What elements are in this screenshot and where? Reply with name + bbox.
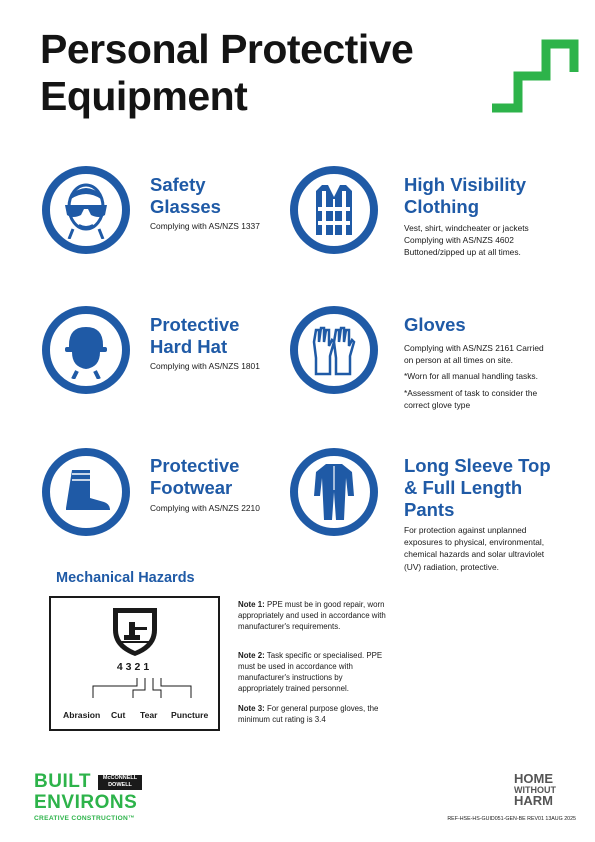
item-desc-line: Buttoned/zipped up at all times.	[404, 247, 521, 258]
brand-mcd-line: McCONNELL	[102, 775, 138, 781]
brand-logo-built: BUILT	[34, 771, 92, 792]
item-desc-line: exposures to physical, environmental,	[404, 537, 545, 548]
brand-mark-icon	[490, 30, 582, 122]
home-without-harm-logo	[514, 773, 574, 807]
item-title-line: Glasses	[150, 196, 221, 217]
brand-tagline: CREATIVE CONSTRUCTION™	[34, 815, 135, 822]
item-desc-line: Vest, shirt, windcheater or jackets	[404, 223, 529, 233]
note-text: For general purpose gloves, the minimum cut rating is 3.4	[238, 704, 379, 724]
item-title-line: Gloves	[404, 314, 466, 335]
page-title-line-2: Equipment	[40, 73, 248, 119]
coverall-icon	[290, 448, 378, 536]
item-title-line: Safety	[150, 174, 206, 195]
note-label: Note 2:	[238, 651, 265, 660]
item-desc-safety-glasses	[150, 220, 260, 232]
rating-connector-lines	[81, 676, 201, 706]
brand-mcd-line: DOWELL	[108, 782, 132, 788]
mechanical-hazards-diagram	[49, 596, 220, 731]
brand-logo-mcconnell-dowell	[98, 775, 142, 790]
item-desc-line: Complying with AS/NZS 2210	[150, 503, 260, 513]
item-desc-gloves	[404, 342, 544, 411]
item-desc-high-visibility	[404, 222, 529, 259]
item-desc-line: *Worn for all manual handling tasks.	[404, 371, 538, 382]
item-desc-line: Complying with AS/NZS 1337	[150, 221, 260, 231]
item-title-line: High Visibility	[404, 174, 526, 195]
document-reference: REF-HSE-HS-GUID051-GEN-BE REV01 13AUG 2025	[447, 816, 576, 822]
safety-glasses-icon	[42, 166, 130, 254]
item-title-line: & Full Length	[404, 477, 523, 498]
hard-hat-icon	[42, 306, 130, 394]
item-title-hard-hat	[150, 314, 239, 358]
item-title-line: Clothing	[404, 196, 480, 217]
item-title-line: Pants	[404, 499, 455, 520]
item-desc-line: chemical hazards and solar ultraviolet	[404, 549, 545, 560]
mechanical-hazards-title: Mechanical Hazards	[56, 570, 195, 586]
hwh-line: HARM	[514, 793, 553, 808]
note-1	[238, 599, 388, 632]
mechanical-rating: 4321	[116, 661, 153, 673]
gloves-icon	[290, 306, 378, 394]
item-title-line: Protective	[150, 314, 240, 335]
safety-boot-icon	[42, 448, 130, 536]
item-desc-footwear	[150, 502, 260, 514]
hi-vis-vest-icon	[290, 166, 378, 254]
note-3	[238, 703, 388, 725]
item-title-safety-glasses	[150, 174, 221, 218]
label-puncture: Puncture	[171, 710, 209, 720]
item-desc-line: correct glove type	[404, 399, 471, 410]
item-title-long-sleeve	[404, 455, 551, 521]
item-desc-hard-hat	[150, 360, 260, 372]
item-desc-line: For protection against unplanned	[404, 525, 527, 535]
note-text: Task specific or specialised. PPE must be used in accordance with manufacturer's instructions by appropriately trained personnel.	[238, 651, 383, 693]
shield-hammer-icon	[109, 606, 161, 658]
item-desc-line: Complying with AS/NZS 4602	[404, 235, 514, 246]
item-title-line: Footwear	[150, 477, 233, 498]
item-desc-line: Complying with AS/NZS 1801	[150, 361, 260, 371]
item-title-line: Protective	[150, 455, 240, 476]
note-2	[238, 650, 388, 694]
label-tear: Tear	[140, 710, 158, 720]
note-label: Note 3:	[238, 704, 265, 713]
label-abrasion: Abrasion	[63, 710, 101, 720]
item-title-line: Hard Hat	[150, 336, 228, 357]
note-text: PPE must be in good repair, worn appropriately and used in accordance with manufacturer's requirements.	[238, 600, 386, 631]
item-title-footwear	[150, 455, 239, 499]
item-title-gloves	[404, 314, 466, 336]
label-cut: Cut	[111, 710, 126, 720]
item-desc-line: Complying with AS/NZS 2161 Carried	[404, 343, 544, 353]
item-title-line: Long Sleeve Top	[404, 455, 551, 476]
page-title	[40, 26, 510, 120]
item-desc-line: (UV) radiation, protective.	[404, 561, 499, 572]
brand-logo-environs: ENVIRONS	[34, 792, 138, 813]
page-title-line-1: Personal Protective	[40, 26, 414, 72]
note-label: Note 1:	[238, 600, 265, 609]
item-desc-long-sleeve	[404, 524, 544, 573]
item-desc-line: *Assessment of task to consider the	[404, 387, 538, 398]
item-desc-line: on person at all times on site.	[404, 355, 513, 366]
item-title-high-visibility	[404, 174, 526, 218]
hwh-line: WITHOUT	[514, 785, 556, 795]
hwh-line: HOME	[514, 771, 553, 786]
